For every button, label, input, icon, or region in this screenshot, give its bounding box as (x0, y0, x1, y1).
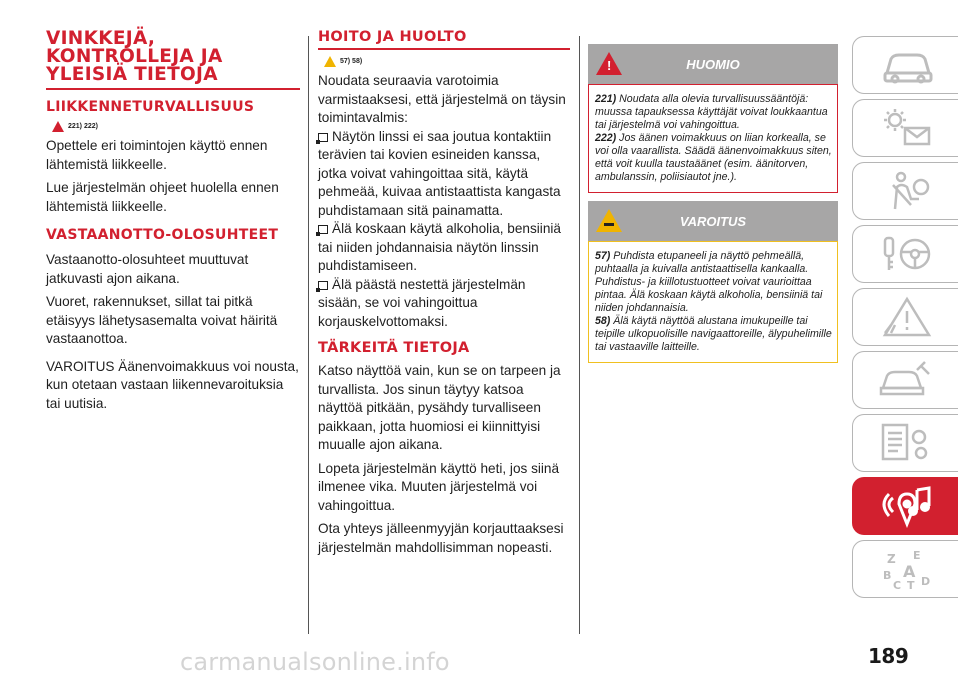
important-paragraph-2: Lopeta järjestelmän käyttö heti, jos siinä ilmenee vika. Muuten järjestelmä voi vahingoittua. (318, 460, 560, 513)
index-letter-b: B (882, 569, 891, 582)
danger-triangle-icon: ! (596, 52, 622, 75)
care-references (324, 56, 570, 67)
tab-multimedia[interactable] (852, 477, 958, 535)
warning-item-57: 57) Puhdista etupaneeli ja näyttö pehmeällä, puhtaalla ja kuivalla antistaattisella kankaalla. Puhdistus- ja kiillotustuotteet voivat vaurioittaa pintaa. Älä koskaan käytä alkoholia, bensiiniä tai niiden johdannaisia. (595, 250, 823, 314)
tab-servicing[interactable] (852, 351, 958, 409)
tab-dashboard[interactable] (852, 36, 958, 94)
warning-item-58: 58) Älä käytä näyttöä alustana imukupeille tai teipille ulkopuolisille navigaattoreille, älypuhelimille tai vastaaville laitteille. (595, 315, 832, 353)
index-letter-z: Z (886, 552, 896, 566)
index-letter-c: C (892, 579, 901, 591)
bullet-square-icon (318, 225, 328, 234)
index-letter-t: T (906, 579, 915, 591)
caution-box-body (588, 84, 838, 193)
car-service-icon (877, 358, 935, 402)
warning-box-header (588, 201, 838, 241)
column-middle (318, 30, 570, 562)
index-letter-e: E (912, 549, 921, 562)
breakdown-warning-icon (877, 295, 935, 339)
car-warning-triangle-icon: ▬ (596, 209, 622, 232)
reception-warning-paragraph: VAROITUS Äänenvoimakkuus voi nousta, kun otetaan vastaan liikennevaroituksia tai uutisia. (46, 358, 299, 411)
car-dashboard-icon (877, 43, 935, 87)
section-title-care: HOITO JA HUOLTO (318, 30, 570, 50)
bullet-square-icon (318, 133, 328, 142)
bullet-square-icon (318, 281, 328, 290)
column-left (46, 30, 300, 418)
warning-lights-message-icon (877, 106, 935, 150)
reception-paragraph-1: Vastaanotto-olosuhteet muuttuvat jatkuvasti ajon aikana. (46, 252, 249, 286)
caution-box-title: HUOMIO (686, 56, 740, 72)
care-refs-text: 57) 58) (340, 58, 363, 65)
technical-specs-gears-icon (877, 421, 935, 465)
important-paragraph-1: Katso näyttöä vain, kun se on tarpeen ja turvallista. Jos sinun täytyy katsoa näyttöä pitkään, pysähdy turvalliseen paikkaan, jotta huomiosi ei kiinnittyisi muualle ajon aikana. (318, 363, 561, 452)
care-bullet-2: Älä koskaan käytä alkoholia, bensiiniä tai niiden johdannaisia näytön linssin puhdistamiseen. (318, 221, 561, 273)
tab-emergency[interactable] (852, 288, 958, 346)
column-divider-1 (308, 36, 309, 634)
care-bullet-3: Älä päästä nestettä järjestelmän sisään, se voi vahingoittua korjauskelvottomaksi. (318, 276, 526, 329)
tab-index[interactable] (852, 540, 958, 598)
caution-box (588, 44, 838, 193)
important-paragraph-3: Ota yhteys jälleenmyyjän korjauttaaksesi järjestelmän mahdollisimman nopeasti. (318, 521, 564, 555)
caution-item-221: 221) Noudata alla olevia turvallisuussääntöjä: muussa tapauksessa käyttäjät voivat loukkaantua tai järjestelmä voi vahingoittua. (595, 93, 828, 131)
warning-box-body (588, 241, 838, 363)
column-divider-2 (579, 36, 580, 634)
seatbelt-airbag-icon (877, 169, 935, 213)
column-right (588, 44, 838, 363)
tab-starting-driving[interactable] (852, 225, 958, 283)
section-title-safety: LIIKKENNETURVALLISUUS (46, 99, 255, 115)
warning-box (588, 201, 838, 363)
reception-paragraph-2: Vuoret, rakennukset, sillat tai pitkä etäisyys lähetysasemalta voivat häiritä vastaanottoa. (46, 294, 278, 346)
watermark: carmanualsonline.info (180, 648, 450, 676)
key-steering-wheel-icon (877, 232, 935, 276)
care-intro: Noudata seuraavia varotoimia varmistaaksesi, että järjestelmä on täysin toimintavalmis: (318, 73, 566, 125)
section-title-important: TÄRKEITÄ TIETOJA (318, 340, 470, 356)
care-bullet-1: Näytön linssi ei saa joutua kontaktiin terävien tai kovien esineiden kanssa, jotka voivat vahingoittaa sitä, käytä pehmeää, kuivaa antistaattista kangasta puhdistamaan sitä painamatta. (318, 128, 561, 218)
tab-warning-lights[interactable] (852, 99, 958, 157)
safety-refs-text: 221) 222) (68, 123, 98, 130)
safety-paragraph-1: Opettele eri toimintojen käyttö ennen lähtemistä liikkeelle. (46, 138, 268, 172)
alphabetical-index-icon (877, 547, 935, 591)
caution-item-222: 222) Jos äänen voimakkuus on liian korkealla, se voi olla vaarallista. Säädä äänenvoimakkuus siten, että voit kuulla taustaäänet (esim. äänitorven, ambulanssin, poliisiautot jne.). (595, 132, 832, 183)
tab-safety[interactable] (852, 162, 958, 220)
page-number: 189 (868, 644, 909, 668)
chapter-tabs (852, 36, 960, 603)
index-letter-a: A (902, 562, 915, 581)
caution-box-header (588, 44, 838, 84)
tab-technical-data[interactable] (852, 414, 958, 472)
safety-paragraph-2: Lue järjestelmän ohjeet huolella ennen lähtemistä liikkeelle. (46, 180, 279, 214)
chapter-title: VINKKEJÄ, KONTROLLEJA JA YLEISIÄ TIETOJA (46, 30, 300, 90)
section-title-reception: VASTAANOTTO-OLOSUHTEET (46, 227, 279, 243)
multimedia-music-nav-icon (877, 484, 935, 528)
warning-box-title: VAROITUS (679, 213, 747, 229)
warning-triangle-icon (52, 121, 64, 132)
index-letter-d: D (920, 575, 930, 588)
safety-references (52, 121, 300, 132)
warning-triangle-icon (324, 56, 336, 67)
